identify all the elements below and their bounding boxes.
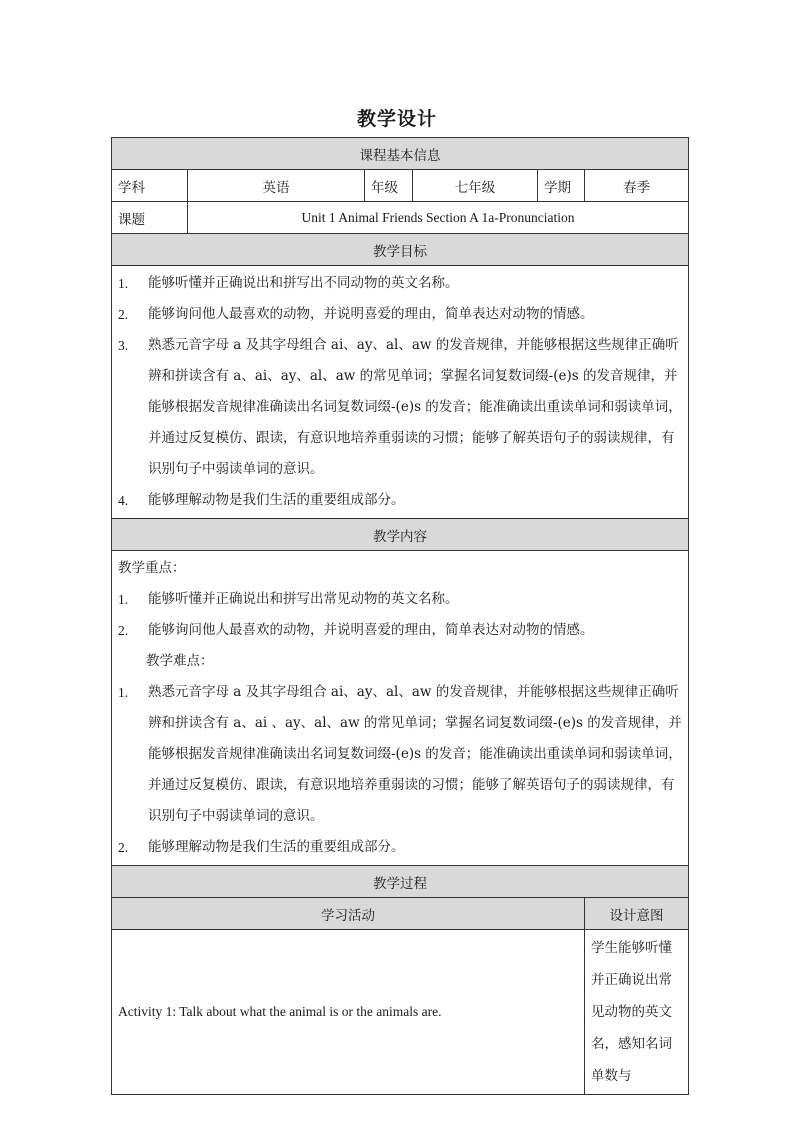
section-header-content: 教学内容	[112, 519, 689, 551]
list-text: 能够听懂并正确说出和拼写出不同动物的英文名称。	[148, 275, 459, 291]
grade-label: 年级	[365, 170, 413, 202]
list-text: 能够询问他人最喜欢的动物，并说明喜爱的理由，简单表达对动物的情感。	[148, 306, 594, 322]
content-list	[112, 551, 689, 866]
page-title: 教学设计	[356, 108, 437, 130]
section-header-process: 教学过程	[112, 866, 689, 898]
list-number: 3.	[118, 338, 129, 353]
intent-cell: 学生能够听懂并正确说出常见动物的英文名，感知名词单数与	[585, 930, 689, 1095]
subject-label: 学科	[112, 170, 188, 202]
list-item	[118, 584, 682, 615]
list-number: 4.	[118, 493, 129, 508]
grade-value: 七年级	[413, 170, 538, 202]
section-header-basic-info: 课程基本信息	[112, 138, 689, 170]
topic-label: 课题	[112, 202, 188, 234]
activity-cell: Activity 1: Talk about what the animal is or the animals are.	[112, 930, 585, 1095]
list-text: 熟悉元音字母 a 及其字母组合 ai、ay、al、aw 的发音规律，并能够根据这些规律正确听辨和拼读含有 a、ai、ay、al、aw 的常见单词；掌握名词复数词缀-(e)s 的发音规律，并能够根据发音规律准确读出名词复数词缀-(e)s 的发音；能准确读出重读单词和弱读单词，并通过反复模仿、跟读，有意识地培养重弱读的习惯；能够了解英语句子的弱读规律，有识别句子中弱读单词的意识。	[148, 337, 682, 477]
list-number: 2.	[118, 840, 129, 855]
list-text: 能够听懂并正确说出和拼写出常见动物的英文名称。	[148, 591, 459, 607]
term-label: 学期	[538, 170, 585, 202]
key-points-label: 教学重点：	[118, 560, 186, 576]
lesson-plan-table	[111, 137, 689, 1095]
list-item	[118, 677, 682, 832]
section-header-goals: 教学目标	[112, 234, 689, 266]
difficult-points-label: 教学难点：	[146, 653, 214, 669]
list-text: 能够理解动物是我们生活的重要组成部分。	[148, 492, 405, 508]
list-item	[118, 330, 682, 485]
list-item	[118, 485, 682, 516]
list-text: 能够询问他人最喜欢的动物，并说明喜爱的理由，简单表达对动物的情感。	[148, 622, 594, 638]
list-number: 2.	[118, 623, 129, 638]
list-number: 1.	[118, 685, 129, 700]
list-number: 1.	[118, 592, 129, 607]
list-text: 能够理解动物是我们生活的重要组成部分。	[148, 839, 405, 855]
list-item	[118, 268, 682, 299]
subject-value: 英语	[188, 170, 365, 202]
list-item	[118, 299, 682, 330]
list-text: 熟悉元音字母 a 及其字母组合 ai、ay、al、aw 的发音规律，并能够根据这些规律正确听辨和拼读含有 a、ai 、ay、al、aw 的常见单词；掌握名词复数词缀-(e)s 的发音规律，并能够根据发音规律准确读出名词复数词缀-(e)s 的发音；能准确读出重读单词和弱读单词，并通过反复模仿、跟读，有意识地培养重弱读的习惯；能够了解英语句子的弱读规律，有识别句子中弱读单词的意识。	[148, 684, 682, 824]
goals-list	[112, 266, 689, 519]
list-number: 2.	[118, 307, 129, 322]
list-item	[118, 615, 682, 646]
topic-value: Unit 1 Animal Friends Section A 1a-Pronunciation	[188, 202, 689, 234]
term-value: 春季	[585, 170, 689, 202]
list-item	[118, 832, 682, 863]
list-number: 1.	[118, 276, 129, 291]
column-header-activity: 学习活动	[112, 898, 585, 930]
column-header-intent: 设计意图	[585, 898, 689, 930]
